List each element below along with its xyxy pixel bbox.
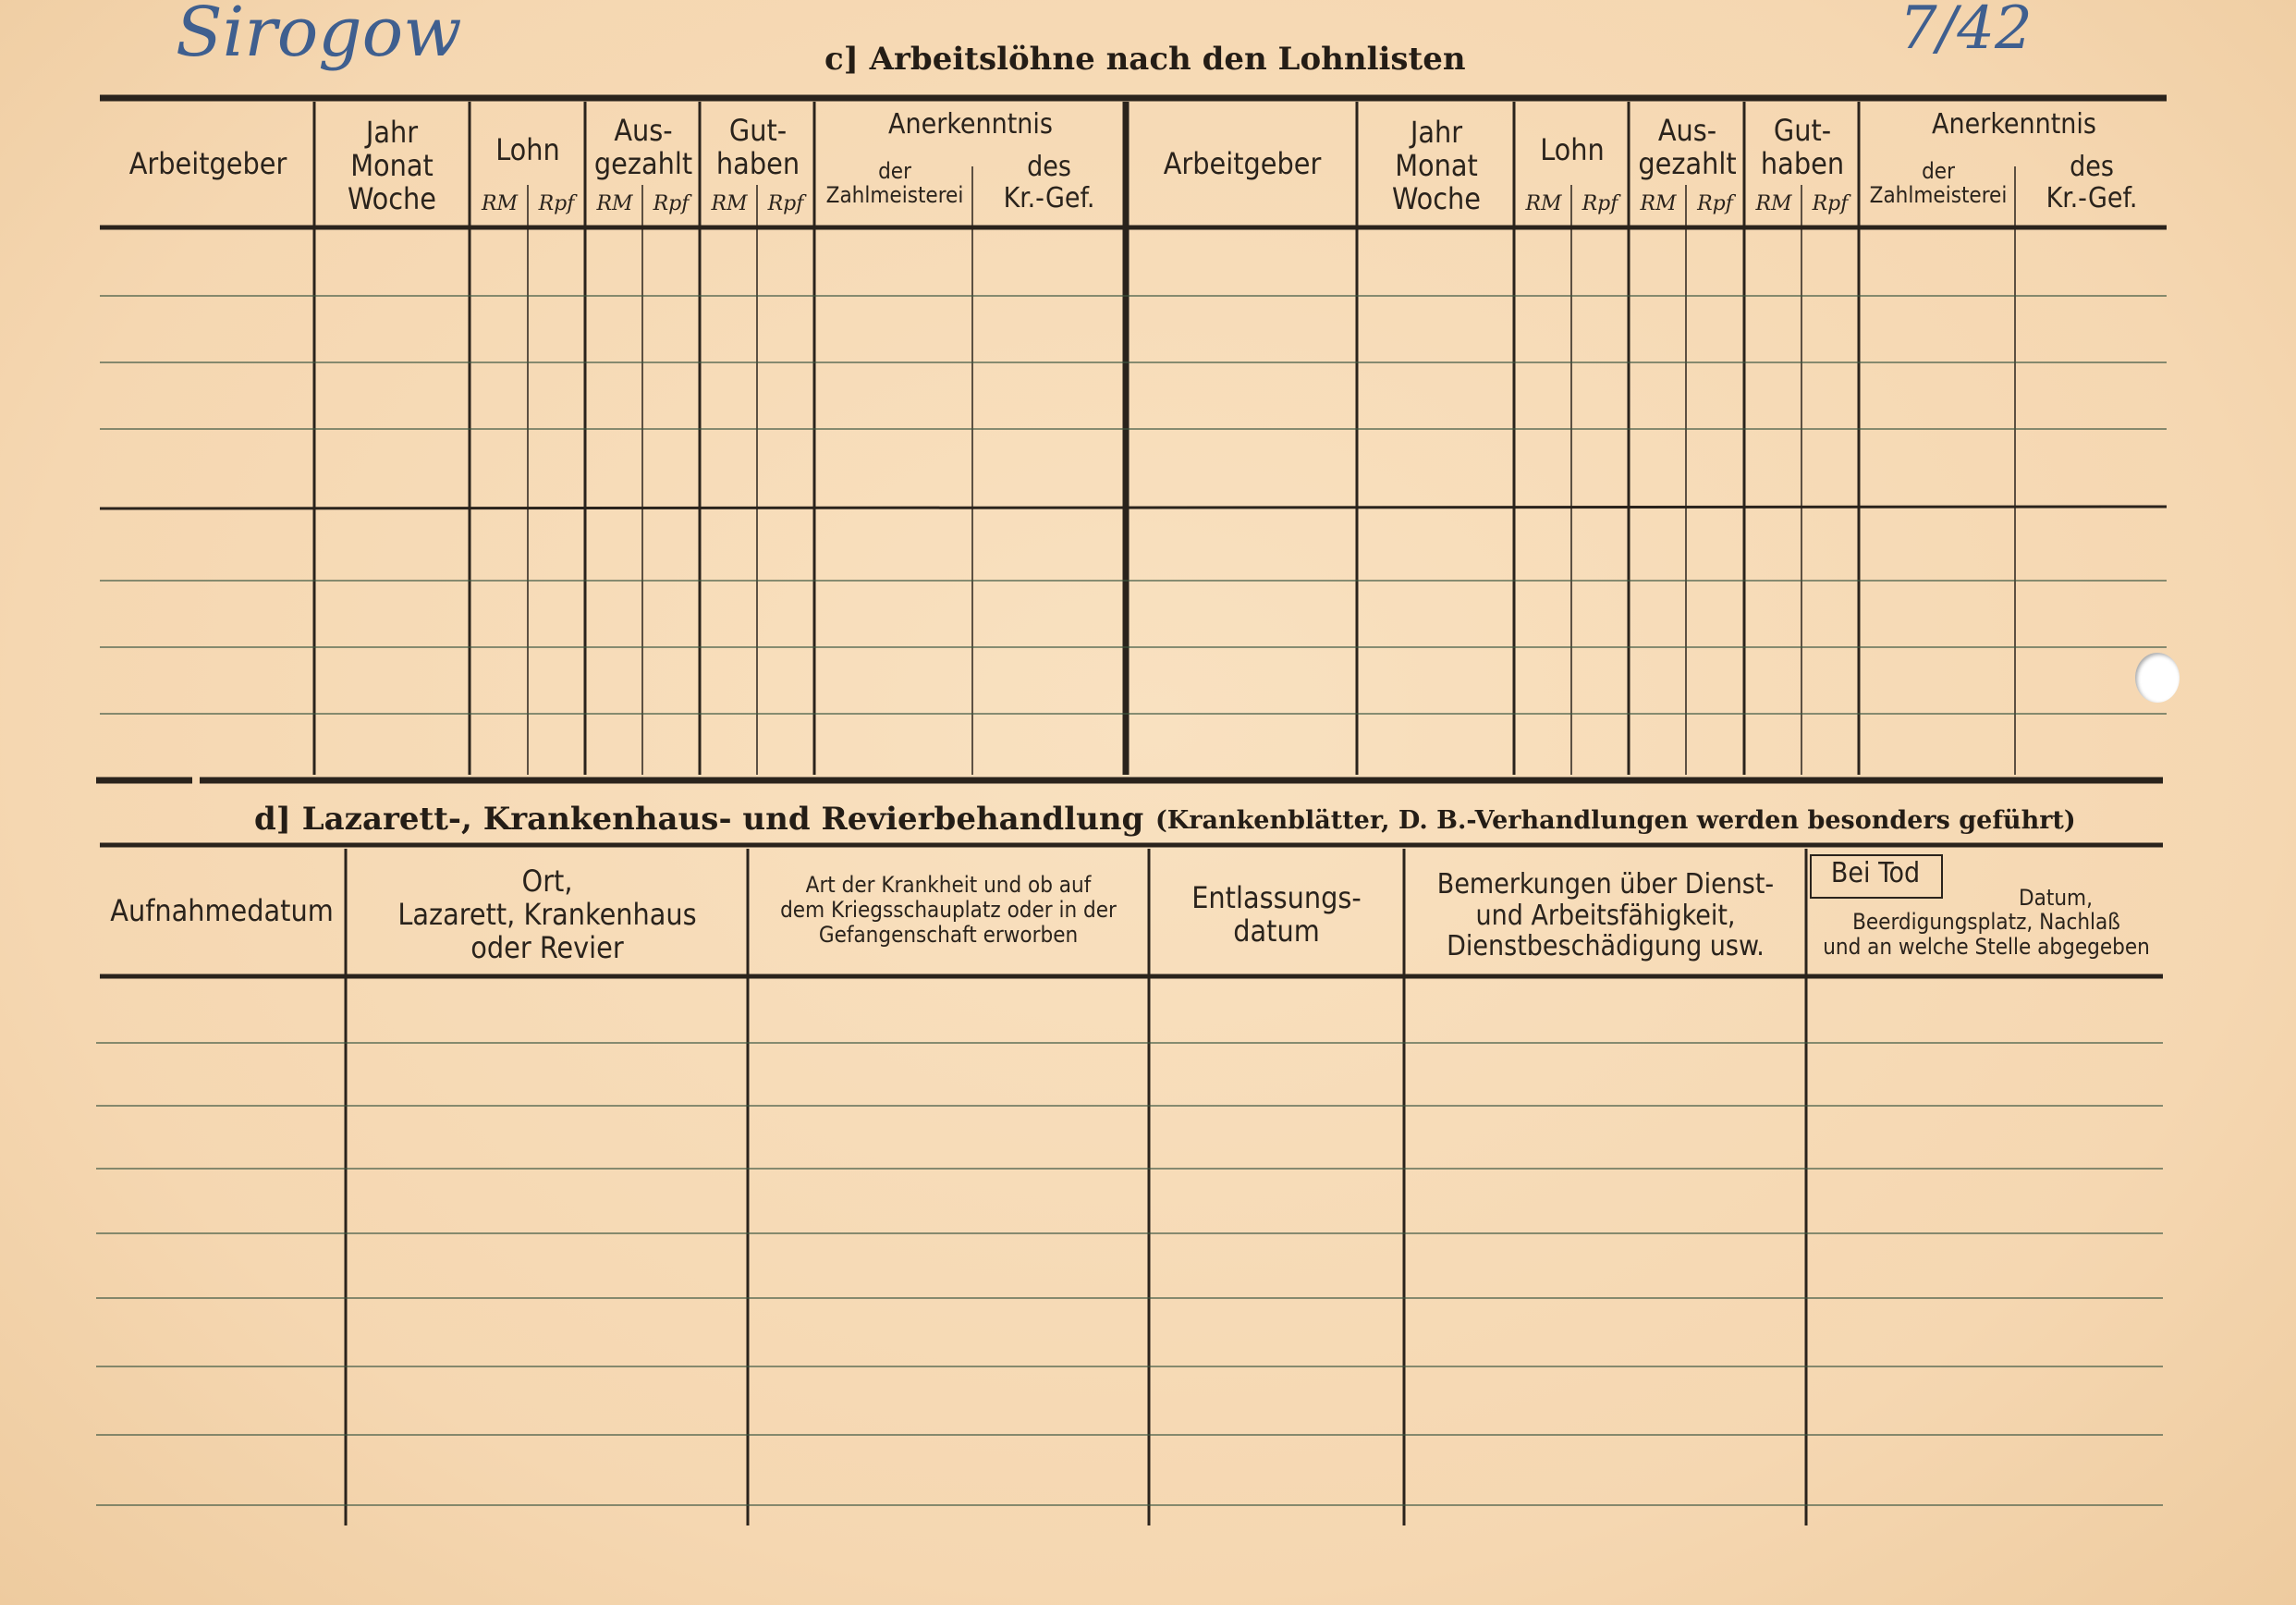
rm-label: RM [1755,192,1792,215]
bem-line-2: und Arbeitsfähigkeit, [1475,899,1736,932]
rm-label: RM [711,192,748,215]
section-c-title: c] Arbeitslöhne nach den Lohnlisten [824,41,1466,78]
col-arbeitgeber-left: Arbeitgeber [128,146,287,181]
col-anerkenntnis-right: Anerkenntnis [1932,108,2096,141]
datum-line-1: Datum, [2019,885,2093,911]
rm-label: RM [1640,192,1677,215]
art-line-1: Art der Krankheit und ob auf [805,872,1092,898]
datum-line-3: und an welche Stelle abgegeben [1823,933,2150,960]
col-ort [349,865,745,964]
jahr-label: Jahr [365,115,419,150]
rpf-label: Rpf [1812,192,1849,215]
woche-label: Woche [348,180,436,216]
col-ausgezahlt-left [587,115,700,181]
rm-label: RM [481,192,519,215]
handwritten-number: 7/42 [1899,0,2033,63]
zahlmeisterei-right [1862,159,2015,208]
col-guthaben-right [1746,115,1859,181]
rm-label: RM [1525,192,1562,215]
punch-hole [2135,653,2180,703]
gut-label: Gut- [728,113,788,148]
aus-label: Aus- [1657,113,1717,148]
haben-label: haben [715,145,800,181]
zahlmeisterei-label: Zahlmeisterei [1869,182,2008,209]
gut-label: Gut- [1773,113,1832,148]
art-line-3: Gefangenschaft erworben [818,921,1079,948]
col-anerkenntnis-left: Anerkenntnis [888,108,1053,141]
der-label: der [878,158,911,184]
col-arbeitgeber-right: Arbeitgeber [1163,146,1322,181]
rm-label: RM [596,192,633,215]
col-jahr-right [1362,116,1510,215]
rpf-label: Rpf [653,192,690,215]
col-entlassungsdatum [1152,882,1401,949]
col-lohn-left: Lohn [495,132,560,167]
monat-label: Monat [1395,147,1478,183]
col-guthaben-left [702,115,814,181]
rpf-label: Rpf [1697,192,1733,215]
haben-label: haben [1760,145,1845,181]
krgef-label: Kr.-Gef. [1003,181,1095,214]
col-jahr-left [320,116,464,215]
zahlmeisterei-left [817,159,972,208]
monat-label: Monat [350,147,434,183]
bem-line-1: Bemerkungen über Dienst- [1436,868,1775,901]
entl-line-2: datum [1233,913,1320,949]
der-label: der [1922,158,1955,184]
ort-line-1: Ort, [521,864,573,899]
ort-line-2: Lazarett, Krankenhaus [397,896,697,932]
des-label: des [1027,151,1071,183]
krgef-left [974,152,1124,214]
gezahlt-label: gezahlt [1638,145,1737,181]
rpf-label: Rpf [1582,192,1618,215]
krgef-right [2017,152,2167,214]
rpf-label: Rpf [538,192,575,215]
krgef-label: Kr.-Gef. [2046,181,2138,214]
datum-line-2: Beerdigungsplatz, Nachlaß [1852,909,2120,936]
gezahlt-label: gezahlt [593,145,693,181]
bei-tod-label: Bei Tod [1830,857,1921,889]
section-d-subtitle: (Krankenblätter, D. B.-Verhandlungen werden besonders geführt) [1155,806,2076,835]
col-art-der-krankheit [751,873,1146,948]
woche-label: Woche [1392,180,1481,216]
art-line-2: dem Kriegsschauplatz oder in der [780,896,1117,923]
aus-label: Aus- [614,113,673,148]
bem-line-3: Dienstbeschädigung usw. [1447,930,1765,963]
col-lohn-right: Lohn [1540,132,1605,167]
col-bei-tod-details [1810,886,2163,959]
rpf-label: Rpf [767,192,804,215]
entl-line-1: Entlassungs- [1191,880,1362,915]
section-d-title: d] Lazarett-, Krankenhaus- und Revierbehandlung [254,801,1144,838]
ort-line-3: oder Revier [470,929,624,965]
zahlmeisterei-label: Zahlmeisterei [825,182,964,209]
jahr-label: Jahr [1410,115,1463,150]
col-aufnahmedatum: Aufnahmedatum [110,893,334,928]
des-label: des [2070,151,2114,183]
col-bemerkungen [1407,869,1804,962]
col-ausgezahlt-right [1630,115,1744,181]
handwritten-name: Sirogow [176,0,462,72]
